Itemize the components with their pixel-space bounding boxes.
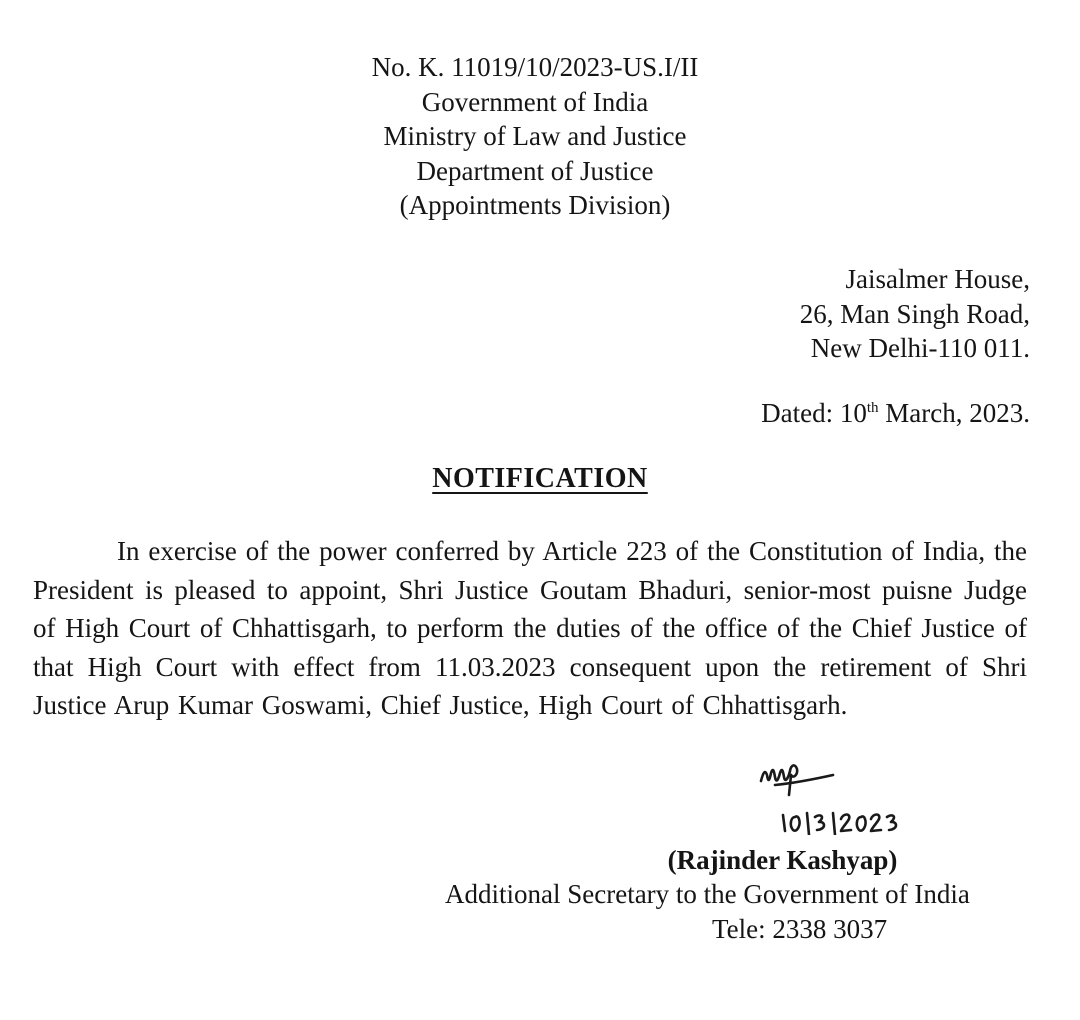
signatory-name: (Rajinder Kashyap) <box>667 845 898 875</box>
address-line-3: New Delhi-110 011. <box>810 333 1030 363</box>
division-name: (Appointments Division) <box>399 190 671 220</box>
address-line-1: Jaisalmer House, <box>845 264 1030 294</box>
government-name: Government of India <box>421 86 649 117</box>
date-prefix: Dated: 10 <box>761 398 867 428</box>
signatory-telephone: Tele: 2338 3037 <box>712 914 888 944</box>
ministry-name: Ministry of Law and Justice <box>383 121 687 151</box>
date-suffix: March, 2023. <box>878 398 1030 428</box>
handwritten-signature <box>755 755 925 835</box>
office-address <box>800 262 1030 366</box>
letterhead <box>0 50 1080 223</box>
notification-heading <box>0 463 1080 495</box>
date-superscript: th <box>866 400 879 416</box>
date-line <box>761 398 1030 429</box>
file-number: No. K. 11019/10/2023-US.I/II <box>371 52 699 82</box>
address-line-2: 26, Man Singh Road, <box>799 298 1030 329</box>
notification-body: In exercise of the power conferred by Article 223 of the Constitution of India, the President is pleased to appoint, Shri Justice Goutam Bhaduri, senior-most puisne Judge of High Court of Chhattisgarh, to perform the duties of the office of the Chief Justice of that High Court with effect from 11.03.2023 consequent upon the retirement of Shri Justice Arup Kumar Goswami, Chief Justice, High Court of Chhattisgarh. <box>33 536 1027 720</box>
signatory-block <box>0 843 1080 944</box>
notification-title: NOTIFICATION <box>432 463 648 494</box>
department-name: Department of Justice <box>416 155 654 186</box>
signatory-designation: Additional Secretary to the Government of India <box>445 879 970 909</box>
